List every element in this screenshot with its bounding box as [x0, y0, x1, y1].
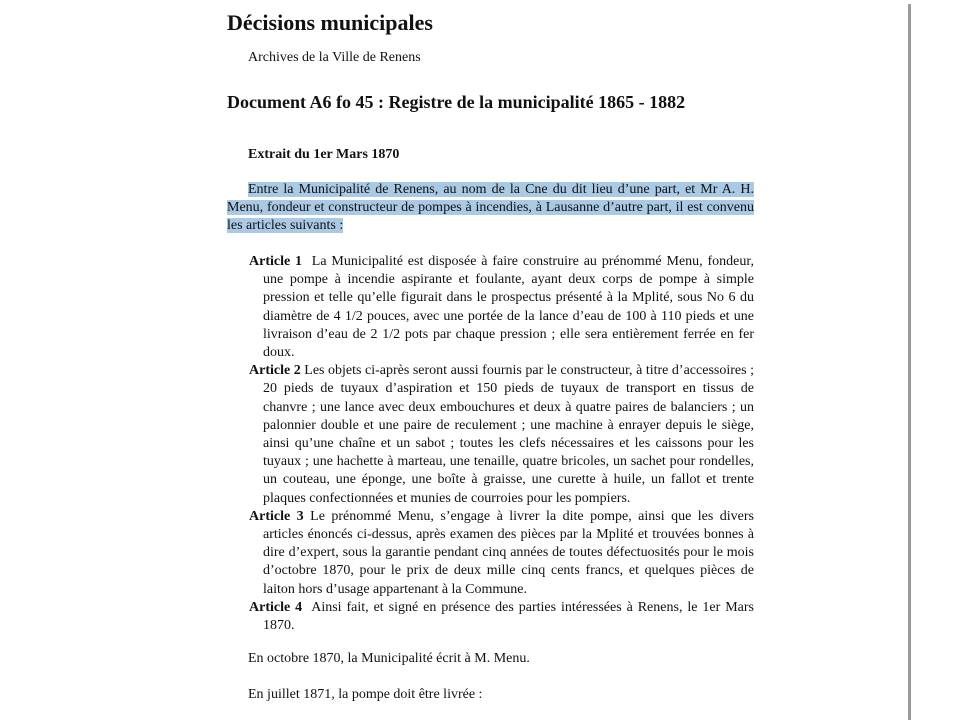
extract-date: Extrait du 1er Mars 1870	[248, 147, 400, 162]
articles-list	[249, 253, 754, 635]
article-text: Les objets ci-après seront aussi fournis par le constructeur, à titre d’accessoires ; 20 pieds de tuyaux d’aspiration et 150 pieds de tuyaux de transport en tissus de chanvre ; une lance avec deux embouchures et deux à quatre paires de balanciers ; un palonnier double et une paire de reculement ; une machine à enrayer depuis le siège, ainsi qu’une chaîne et un sabot ; toutes les clefs nécessaires et les caissons pour les tuyaux ; une hachette à marteau, une tenaille, quatre bricoles, un sachet pour rondelles, un couteau, une éponge, une boîte à graisse, une curette à huile, un fallot et trente plaques confectionnées et munies de courroies pour les pompiers.	[263, 363, 754, 506]
article-label: Article 3	[249, 508, 304, 524]
section-title: Document A6 fo 45 : Registre de la municipalité 1865 - 1882	[227, 92, 686, 112]
article-label: Article 4	[249, 599, 303, 615]
article-3	[249, 508, 754, 599]
article-label: Article 2	[249, 363, 301, 379]
article-text: Ainsi fait, et signé en présence des parties intéressées à Renens, le 1er Mars 1870.	[263, 599, 754, 634]
followup-paragraph: En juillet 1871, la pompe doit être livrée :	[248, 687, 483, 702]
article-text: Le prénommé Menu, s’engage à livrer la dite pompe, ainsi que les divers articles énoncés ci-dessus, après examen des pièces par la Mplité et trouvées bonnes à dire d’expert, sous la garantie pendant cinq années de toutes défectuosités pour le mois d’octobre 1870, pour le prix de deux mille cinq cents francs, et quelques pièces de laiton hors d’usage appartenant à la Commune.	[263, 508, 755, 597]
document-title: Décisions municipales	[227, 10, 433, 35]
article-label: Article 1	[249, 254, 303, 269]
article-2	[249, 362, 754, 508]
vertical-scrollbar[interactable]	[908, 4, 911, 720]
article-1	[249, 253, 754, 362]
article-4	[249, 599, 754, 635]
followup-paragraph: En octobre 1870, la Municipalité écrit à M. Menu.	[248, 651, 530, 666]
intro-paragraph[interactable]	[227, 181, 754, 236]
document-subtitle: Archives de la Ville de Renens	[248, 50, 421, 65]
selected-text[interactable]: Entre la Municipalité de Renens, au nom de la Cne du dit lieu d’une part, et Mr A. H. Menu, fondeur et constructeur de pompes à incendies, à Lausanne d’autre part, il est convenu les articles suivants :	[227, 182, 754, 234]
article-text: La Municipalité est disposée à faire construire au prénommé Menu, fondeur, une pompe à incendie aspirante et foulante, ayant deux corps de pompe à simple pression et telle qu’elle figurait dans le prospectus présenté à la Mplité, sous No 6 du diamètre de 4 1/2 pouces, avec une portée de la lance d’eau de 100 à 110 pieds et une livraison d’eau de 2 1/2 pots par chaque pression ; elle sera entièrement ferrée en fer doux.	[263, 254, 754, 361]
